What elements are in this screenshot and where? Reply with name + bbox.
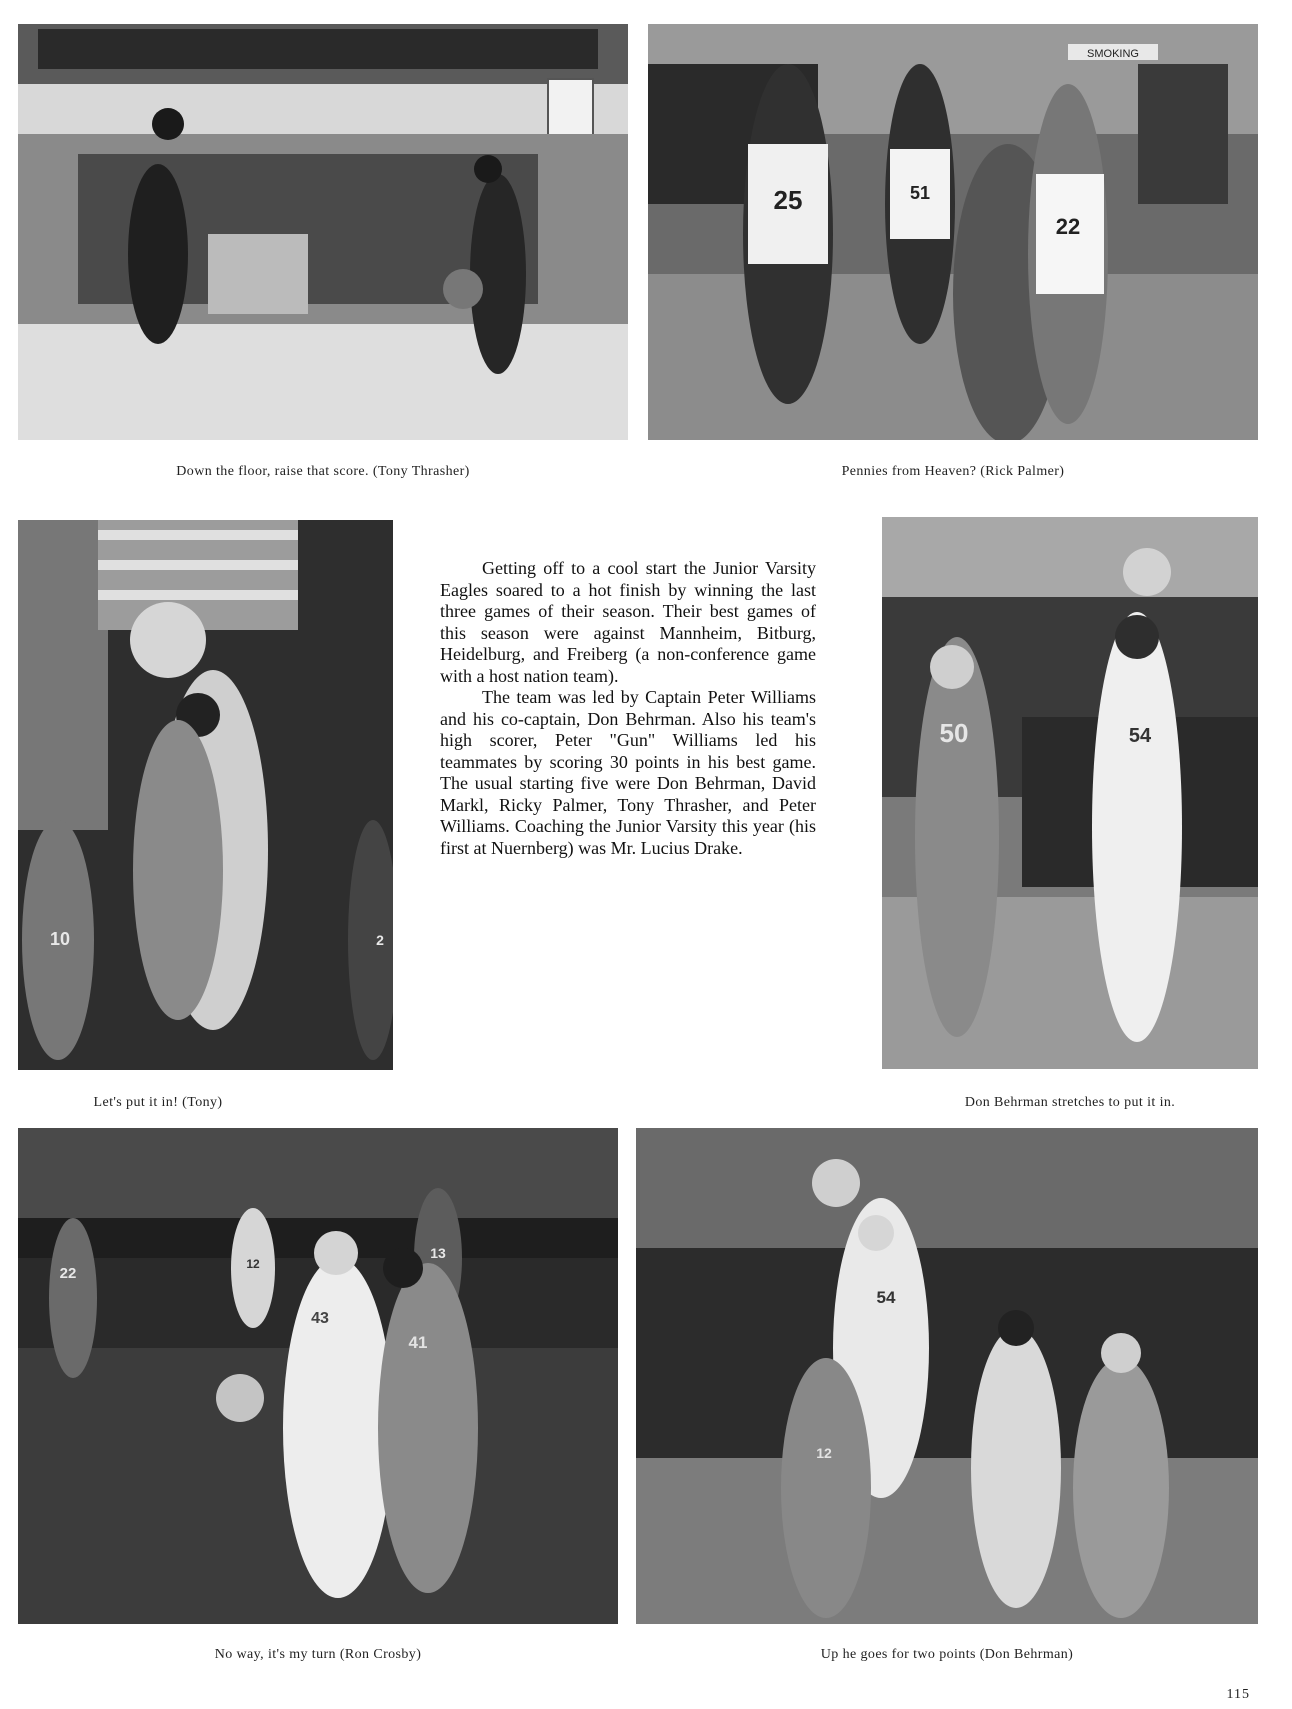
photo-stretch-shot (882, 517, 1258, 1069)
jersey-number: 12 (816, 1445, 832, 1461)
jersey-number: 25 (773, 185, 803, 215)
jersey-number: 22 (59, 1265, 77, 1282)
photo-layup-shot (18, 520, 393, 1070)
article-body (440, 558, 816, 859)
basketball-photo-image (18, 520, 393, 1070)
photo-jump-shot (636, 1128, 1258, 1624)
jersey-number: 54 (1128, 725, 1152, 747)
jersey-number: 2 (376, 932, 384, 948)
jersey-number: 22 (1055, 214, 1081, 239)
basketball-photo-image (636, 1128, 1258, 1624)
article-paragraph: Getting off to a cool start the Junior Varsity Eagles soared to a hot finish by winning the last three games of their season. Their best games of this season were against Mannheim, Bitburg, Heidelburg, and Freiberg (a non-conference game with a host nation team). (440, 558, 816, 686)
jersey-number: 41 (408, 1333, 428, 1352)
basketball-photo-image (882, 517, 1258, 1069)
basketball-photo-image (648, 24, 1258, 440)
jersey-number: 10 (49, 929, 71, 949)
basketball-photo-image (18, 1128, 618, 1624)
photo-rebound-jump (648, 24, 1258, 440)
photo-caption-3: Let's put it in! (Tony) (93, 1095, 223, 1110)
photo-caption-2: Pennies from Heaven? (Rick Palmer) (841, 464, 1065, 479)
photo-caption-6: Up he goes for two points (Don Behrman) (820, 1647, 1074, 1662)
jersey-number: 13 (430, 1245, 446, 1261)
no-smoking-sign: SMOKING (1087, 48, 1139, 60)
article-paragraph: The team was led by Captain Peter Williams and his co-captain, Don Behrman. Also his team's high scorer, Peter "Gun" Williams led his teammates by scoring 30 points in his best game. The usual starting five were Don Behrman, David Markl, Ricky Palmer, Tony Thrasher, and Peter Williams. Coaching the Junior Varsity this year (his first at Nuernberg) was Mr. Lucius Drake. (440, 687, 816, 858)
jersey-number: 12 (246, 1257, 260, 1271)
photo-caption-5: No way, it's my turn (Ron Crosby) (214, 1647, 422, 1662)
jersey-number: 51 (909, 183, 931, 203)
photo-caption-1: Down the floor, raise that score. (Tony Thrasher) (176, 464, 470, 479)
jersey-number: 54 (876, 1288, 896, 1307)
jersey-number: 43 (311, 1310, 329, 1327)
jersey-number: 50 (939, 718, 969, 748)
photo-dribble-drive (18, 1128, 618, 1624)
photo-fast-break (18, 24, 628, 440)
photo-caption-4: Don Behrman stretches to put it in. (964, 1095, 1176, 1110)
page-number: 115 (1226, 1687, 1250, 1702)
basketball-photo-image (18, 24, 628, 440)
